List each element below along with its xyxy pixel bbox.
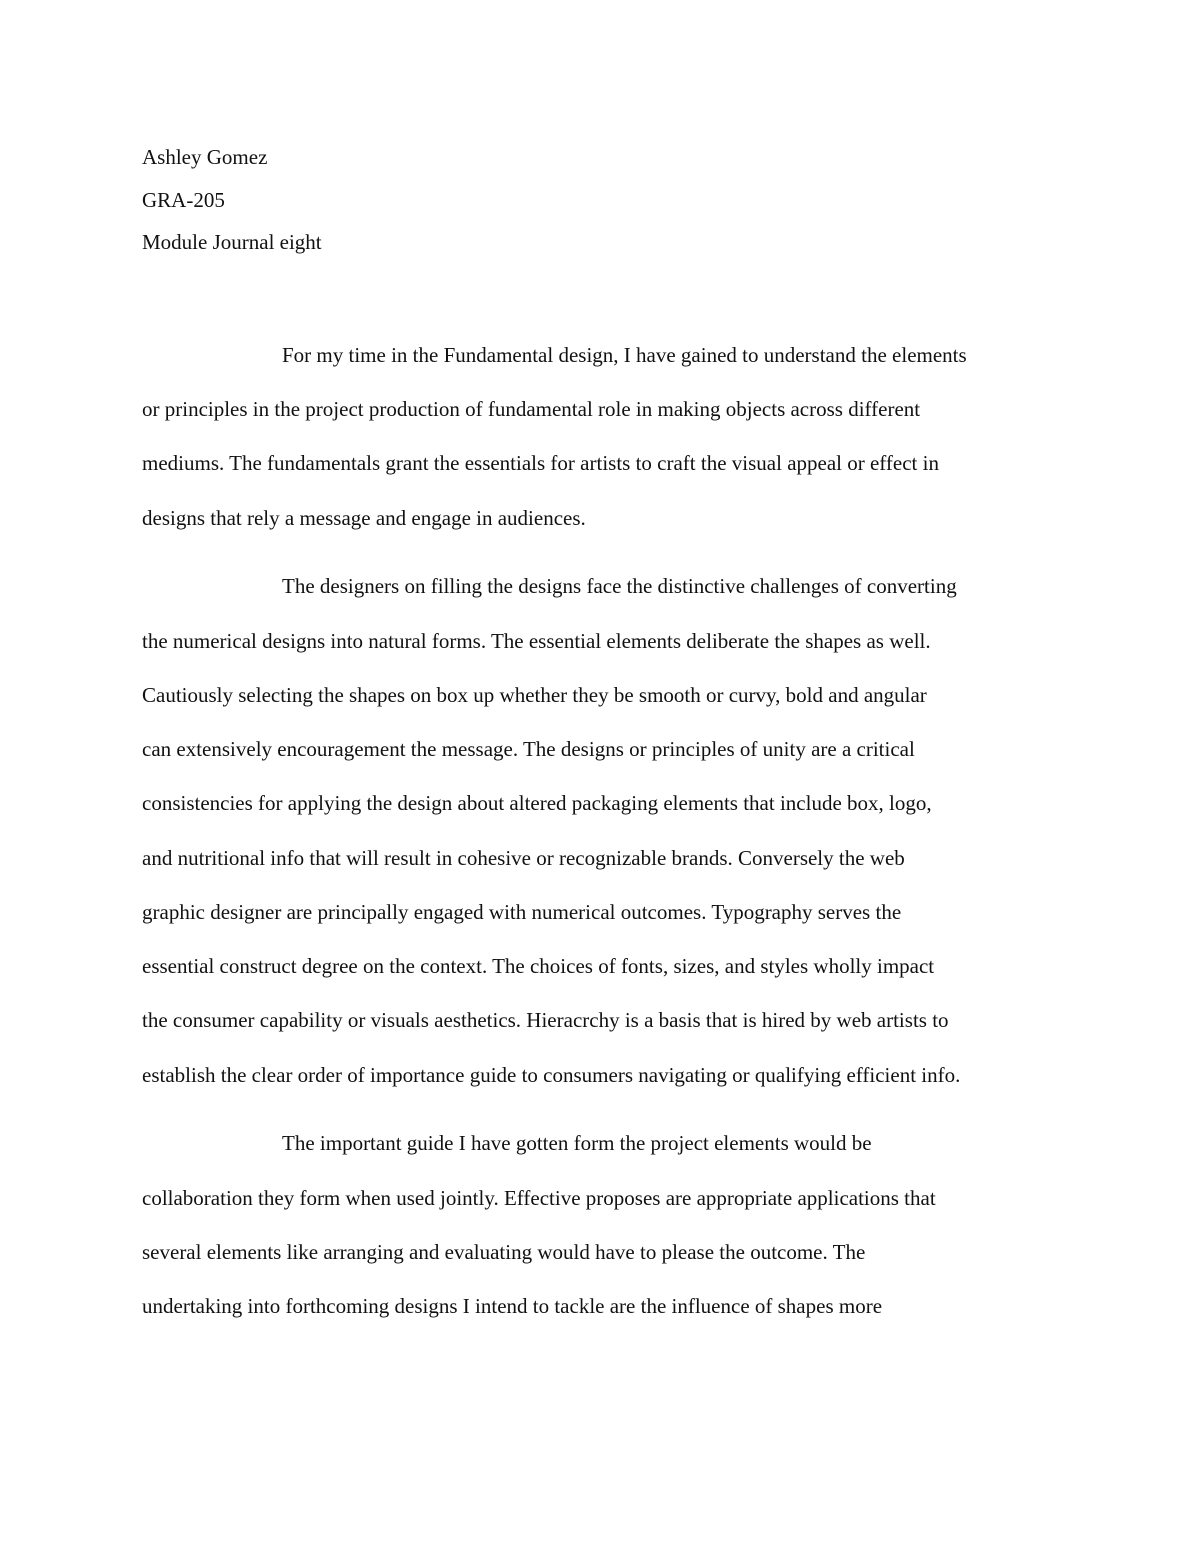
paragraph-1-line-4: designs that rely a message and engage in audiences. xyxy=(142,506,586,530)
paragraph-2-line-6: and nutritional info that will result in cohesive or recognizable brands. Conversely the web xyxy=(142,846,905,870)
paragraph-3-line-3: several elements like arranging and evaluating would have to please the outcome. The xyxy=(142,1240,866,1264)
paragraph-3-line-4: undertaking into forthcoming designs I intend to tackle are the influence of shapes more xyxy=(142,1294,883,1318)
paragraph-2-line-2: the numerical designs into natural forms. The essential elements deliberate the shapes as well. xyxy=(142,629,931,653)
paragraph-3-line-1: The important guide I have gotten form the project elements would be xyxy=(282,1131,872,1155)
paragraph-2-line-9: the consumer capability or visuals aesthetics. Hieracrchy is a basis that is hired by web artists to xyxy=(142,1008,949,1032)
paragraph-2-line-3: Cautiously selecting the shapes on box up whether they be smooth or curvy, bold and angular xyxy=(142,683,927,707)
author-name: Ashley Gomez xyxy=(142,145,268,169)
paragraph-3-line-2: collaboration they form when used jointly. Effective proposes are appropriate applications that xyxy=(142,1186,936,1210)
paragraph-2-line-5: consistencies for applying the design about altered packaging elements that include box, logo, xyxy=(142,791,932,815)
paragraph-2-line-10: establish the clear order of importance guide to consumers navigating or qualifying efficient info. xyxy=(142,1063,961,1087)
assignment-title: Module Journal eight xyxy=(142,230,322,254)
paragraph-1-line-3: mediums. The fundamentals grant the essentials for artists to craft the visual appeal or effect in xyxy=(142,451,939,475)
paragraph-1-line-2: or principles in the project production of fundamental role in making objects across different xyxy=(142,397,921,421)
paragraph-2-line-4: can extensively encouragement the message. The designs or principles of unity are a critical xyxy=(142,737,915,761)
course-code: GRA-205 xyxy=(142,188,225,212)
paragraph-2-line-7: graphic designer are principally engaged with numerical outcomes. Typography serves the xyxy=(142,900,902,924)
paragraph-1-line-1: For my time in the Fundamental design, I have gained to understand the elements xyxy=(282,343,967,367)
paragraph-2-line-1: The designers on filling the designs face the distinctive challenges of converting xyxy=(282,574,957,598)
paragraph-2-line-8: essential construct degree on the context. The choices of fonts, sizes, and styles wholly impact xyxy=(142,954,935,978)
